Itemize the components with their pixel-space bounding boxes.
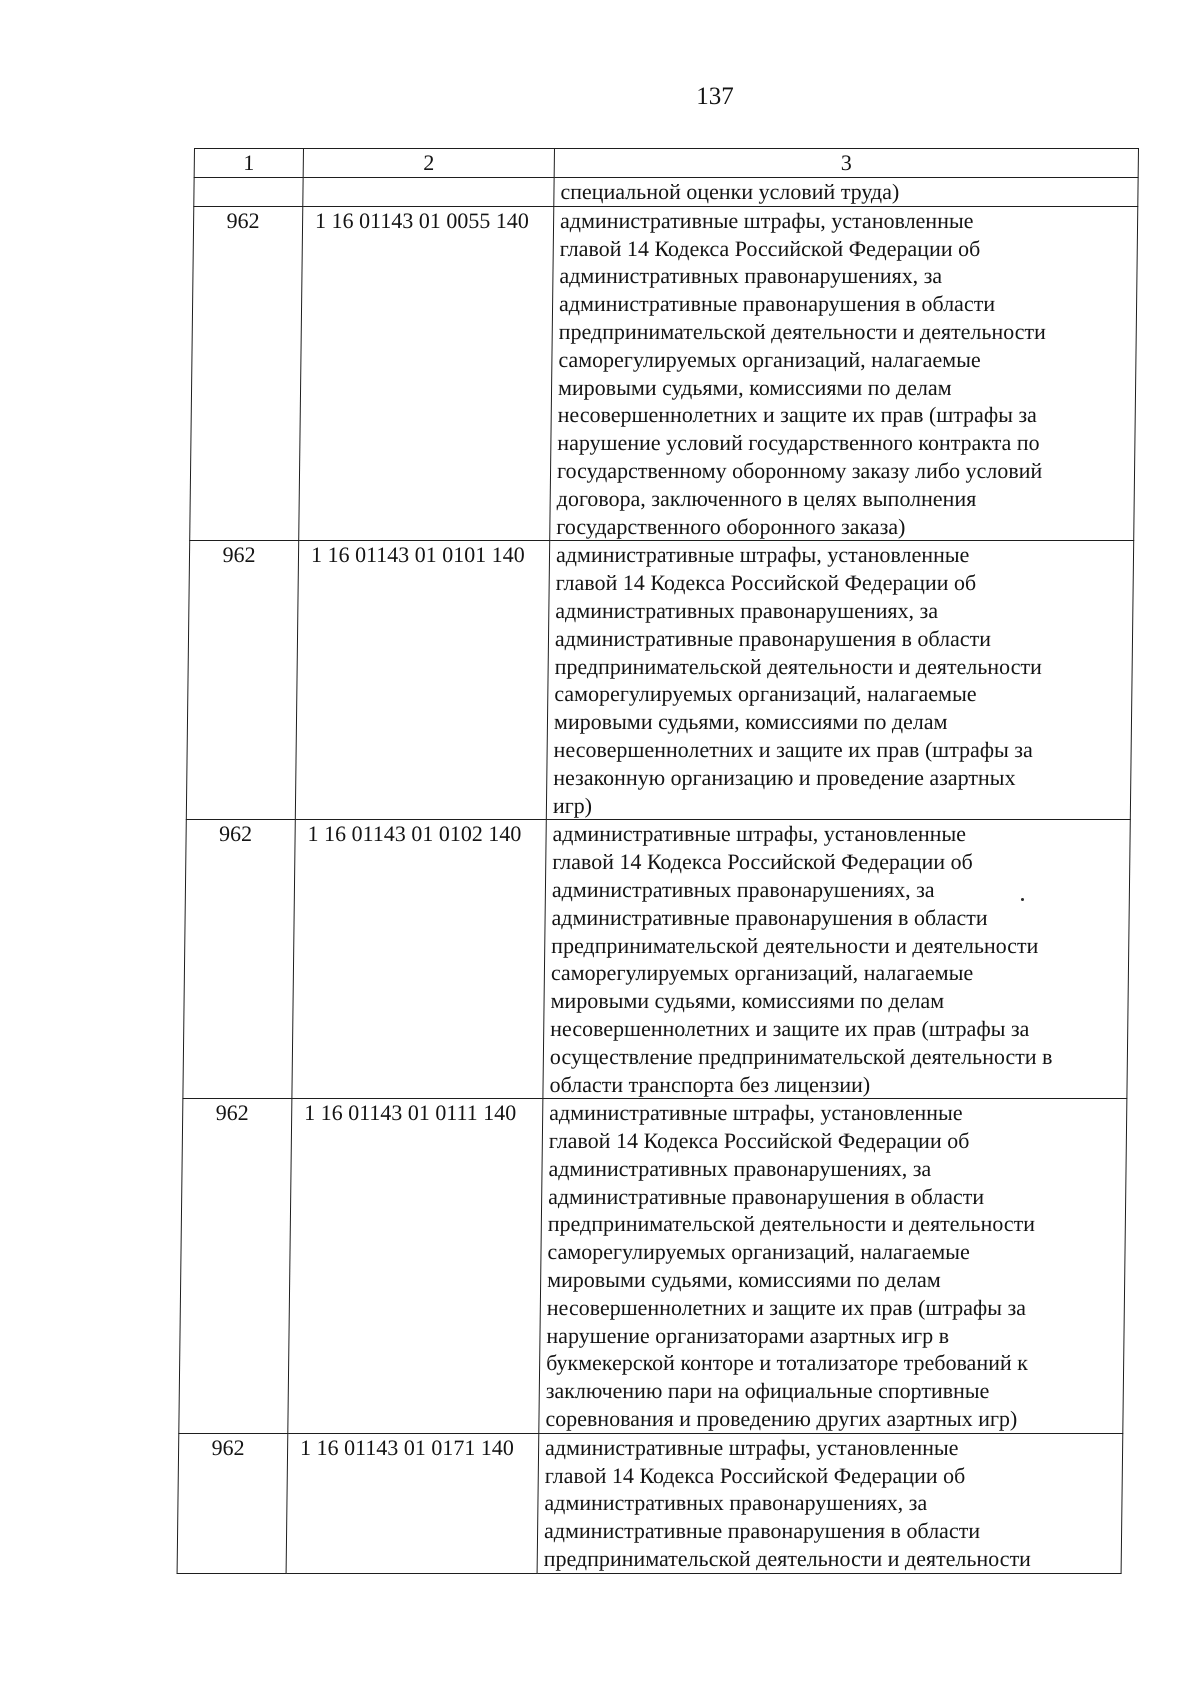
description-line: предпринимательской деятельности и деятельности	[554, 653, 1042, 679]
admin-code-cell	[194, 178, 303, 207]
description-line: осуществление предпринимательской деятельности в	[549, 1043, 1053, 1069]
description-cell	[550, 206, 1138, 541]
description-line: саморегулируемых организаций, налагаемые	[547, 1239, 970, 1265]
description-line: несовершеннолетних и защите их прав (штрафы за	[553, 736, 1033, 762]
description-line: саморегулируемых организаций, налагаемые	[550, 960, 974, 986]
description-line: нарушение условий государственного контракта по	[557, 430, 1040, 456]
income-code-cell: 1 16 01143 01 0171 140	[286, 1433, 539, 1573]
description-line: административных правонарушениях, за	[548, 1155, 932, 1181]
admin-code-cell: 962	[183, 820, 295, 1099]
table-row	[179, 1099, 1127, 1434]
description-cell	[539, 1099, 1127, 1434]
table-body	[177, 149, 1138, 1574]
page-number: 137	[696, 83, 734, 110]
income-code-cell: 1 16 01143 01 0101 140	[295, 541, 549, 820]
income-code-cell: 1 16 01143 01 0055 140	[299, 206, 554, 541]
description-line: несовершеннолетних и защите их прав (штрафы за	[550, 1015, 1030, 1041]
description-cell	[554, 178, 1138, 207]
description-line: букмекерской конторе и тотализаторе требований к	[546, 1350, 1029, 1376]
description-line: игр)	[552, 792, 593, 818]
description-line: государственного оборонного заказа)	[556, 513, 906, 539]
description-line: мировыми судьями, комиссиями по делам	[557, 374, 952, 400]
description-line: административных правонарушениях, за	[551, 876, 935, 902]
description-line: государственному оборонному заказу либо условий	[556, 457, 1043, 483]
description-line: административные правонарушения в области	[558, 291, 996, 317]
table-row	[190, 206, 1138, 541]
description-line: несовершеннолетних и защите их прав (штрафы за	[557, 402, 1038, 428]
income-code-cell: 1 16 01143 01 0102 140	[292, 820, 546, 1099]
column-number-2: 2	[303, 149, 554, 178]
description-line: административных правонарушениях, за	[544, 1490, 928, 1516]
description-line: соревнования и проведению других азартных игр)	[545, 1406, 1018, 1432]
description-line: мировыми судьями, комиссиями по делам	[547, 1267, 941, 1293]
description-line: незаконную организацию и проведение азартных	[553, 764, 1016, 790]
description-line: договора, заключенного в целях выполнения	[556, 485, 977, 511]
description-line: административные штрафы, установленные	[552, 821, 967, 847]
column-number-3: 3	[554, 149, 1138, 178]
description-line: области транспорта без лицензии)	[549, 1071, 871, 1097]
description-line: главой 14 Кодекса Российской Федерации об	[559, 235, 981, 261]
description-line: главой 14 Кодекса Российской Федерации об	[548, 1128, 970, 1154]
description-line: главой 14 Кодекса Российской Федерации об	[555, 570, 977, 596]
description-line: саморегулируемых организаций, налагаемые	[554, 681, 977, 707]
description-cell	[543, 820, 1130, 1099]
description-line: административные штрафы, установленные	[549, 1100, 963, 1126]
description-line: административные правонарушения в области	[543, 1518, 981, 1544]
description-line: административные штрафы, установленные	[559, 207, 974, 233]
admin-code-cell: 962	[186, 541, 298, 820]
income-code-cell	[303, 178, 554, 207]
description-line: мировыми судьями, комиссиями по делам	[550, 988, 945, 1014]
description-line: заключению пари на официальные спортивные	[545, 1378, 990, 1404]
description-line: саморегулируемых организаций, налагаемые	[558, 346, 981, 372]
description-line: административные правонарушения в области	[551, 904, 988, 930]
description-line: нарушение организаторами азартных игр в	[546, 1322, 950, 1348]
description-line: административных правонарушениях, за	[559, 263, 943, 289]
admin-code-cell: 962	[177, 1433, 288, 1573]
description-line: главой 14 Кодекса Российской Федерации об	[552, 849, 973, 875]
table-row	[177, 1433, 1123, 1573]
stray-dot-mark	[1021, 898, 1024, 901]
table-row	[183, 820, 1130, 1099]
description-line: главой 14 Кодекса Российской Федерации об	[544, 1462, 966, 1488]
description-line: предпринимательской деятельности и деятельности	[547, 1211, 1036, 1237]
column-number-row	[194, 149, 1138, 178]
description-line: предпринимательской деятельности и деятельности	[558, 318, 1047, 344]
description-line: административные штрафы, установленные	[555, 542, 970, 568]
description-cell	[537, 1433, 1123, 1573]
description-line: несовершеннолетних и защите их прав (штрафы за	[546, 1294, 1027, 1320]
table-row	[186, 541, 1133, 820]
description-line: административные правонарушения в области	[548, 1183, 985, 1209]
description-line: мировыми судьями, комиссиями по делам	[553, 709, 948, 735]
budget-code-table	[177, 148, 1139, 1574]
income-code-cell: 1 16 01143 01 0111 140	[288, 1099, 543, 1434]
description-line: административные штрафы, установленные	[544, 1434, 959, 1460]
admin-code-cell: 962	[179, 1099, 292, 1434]
description-line: предпринимательской деятельности и деятельности	[551, 932, 1039, 958]
admin-code-cell: 962	[190, 206, 303, 541]
column-number-1: 1	[194, 149, 303, 178]
description-line: предпринимательской деятельности и деятельности	[543, 1546, 1032, 1572]
description-line: административные правонарушения в области	[554, 625, 992, 651]
table-row	[194, 178, 1138, 207]
description-line: специальной оценки условий труда)	[560, 179, 900, 204]
description-cell	[546, 541, 1133, 820]
description-line: административных правонарушениях, за	[555, 597, 939, 623]
